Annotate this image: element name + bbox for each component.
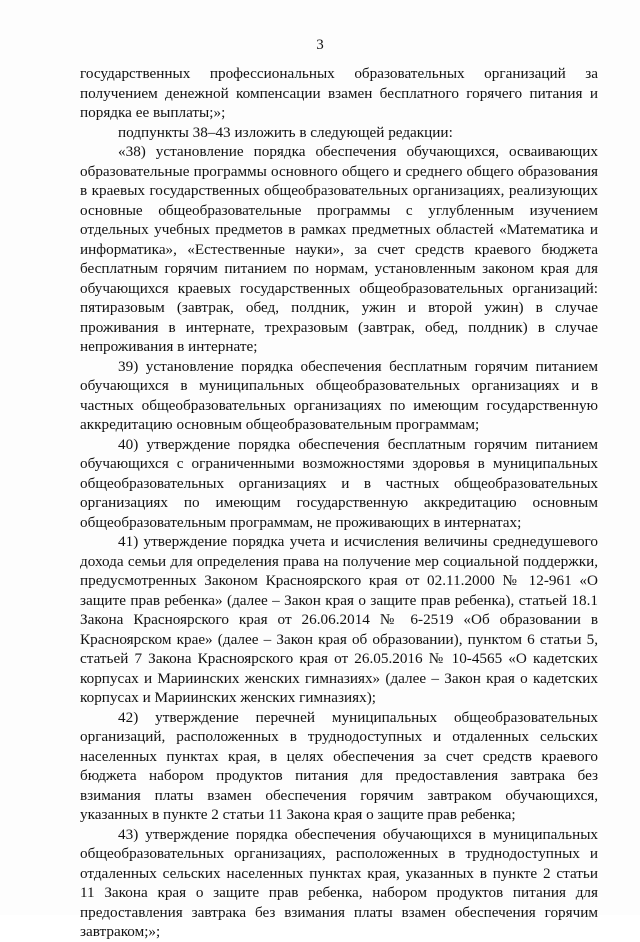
paragraph-item-41: 41) утверждение порядка учета и исчисления величины среднедушевого дохода семьи для определения права на получение мер социальной поддержки, предусмотренных Законом Красноярского края от 02.11.2000 № 12-961 «О защите прав ребенка» (далее – Закон края о защите прав ребенка), статьей 18.1 Закона Красноярского края от 26.06.2014 № 6-2519 «Об образовании в Красноярском крае» (далее – Закон края об образовании), пунктом 6 статьи 5, статьей 7 Закона Красноярского края от 26.05.2016 № 10-4565 «О кадетских корпусах и Мариинских женских гимназиях» (далее – Закон края о кадетских корпусах и Мариинских женских гимназиях); [80, 533, 598, 706]
paragraph-item-40: 40) утверждение порядка обеспечения бесплатным горячим питанием обучающихся с ограниченными возможностями здоровья в муниципальных общеобразовательных организациях и в частных общеобразовательных организациях по имеющим государственную аккредитацию основным общеобразовательным программам, не проживающих в интернатах; [80, 435, 598, 531]
paragraph-item-38: «38) установление порядка обеспечения обучающихся, осваивающих образовательные программы основного общего и среднего общего образования в краевых государственных общеобразовательных организациях, реализующих основные общеобразовательные программы с углубленным изучением отдельных учебных предметов в рамках предметных областей «Математика и информатика», «Естественные науки», за счет средств краевого бюджета бесплатным горячим питанием по нормам, установленным законом края для обучающихся краевых государственных общеобразовательных организаций: пятиразовым (завтрак, обед, полдник, ужин и второй ужин) в случае проживания в интернате, трехразовым (завтрак, обед, полдник) в случае непроживания в интернате; [80, 143, 598, 355]
paragraph-intro: подпункты 38–43 изложить в следующей редакции: [118, 123, 453, 141]
paragraph-item-43: 43) утверждение порядка обеспечения обучающихся в муниципальных общеобразовательных организациях, расположенных в труднодоступных и отдаленных сельских населенных пунктах края, указанных в пункте 2 статьи 11 Закона края о защите прав ребенка, набором продуктов питания для предоставления завтрака без взимания платы взамен обеспечения горячим завтраком;»; [80, 825, 598, 940]
paragraph-continuation: государственных профессиональных образовательных организаций за получением денежной компенсации взамен бесплатного горячего питания и порядка ее выплаты;»; [80, 65, 598, 121]
document-body [80, 64, 598, 942]
paragraph-item-39: 39) установление порядка обеспечения бесплатным горячим питанием обучающихся в муниципальных общеобразовательных организациях и в частных общеобразовательных организациях по имеющим государственную аккредитацию основным общеобразовательным программам; [80, 357, 598, 433]
paragraph-item-42: 42) утверждение перечней муниципальных общеобразовательных организаций, расположенных в труднодоступных и отдаленных сельских населенных пунктах края, в целях обеспечения за счет средств краевого бюджета набором продуктов питания для предоставления завтрака без взимания платы взамен обеспечения горячим завтраком обучающихся, указанных в пункте 2 статьи 11 Закона края о защите прав ребенка; [80, 708, 598, 823]
page-number: 3 [316, 37, 324, 53]
